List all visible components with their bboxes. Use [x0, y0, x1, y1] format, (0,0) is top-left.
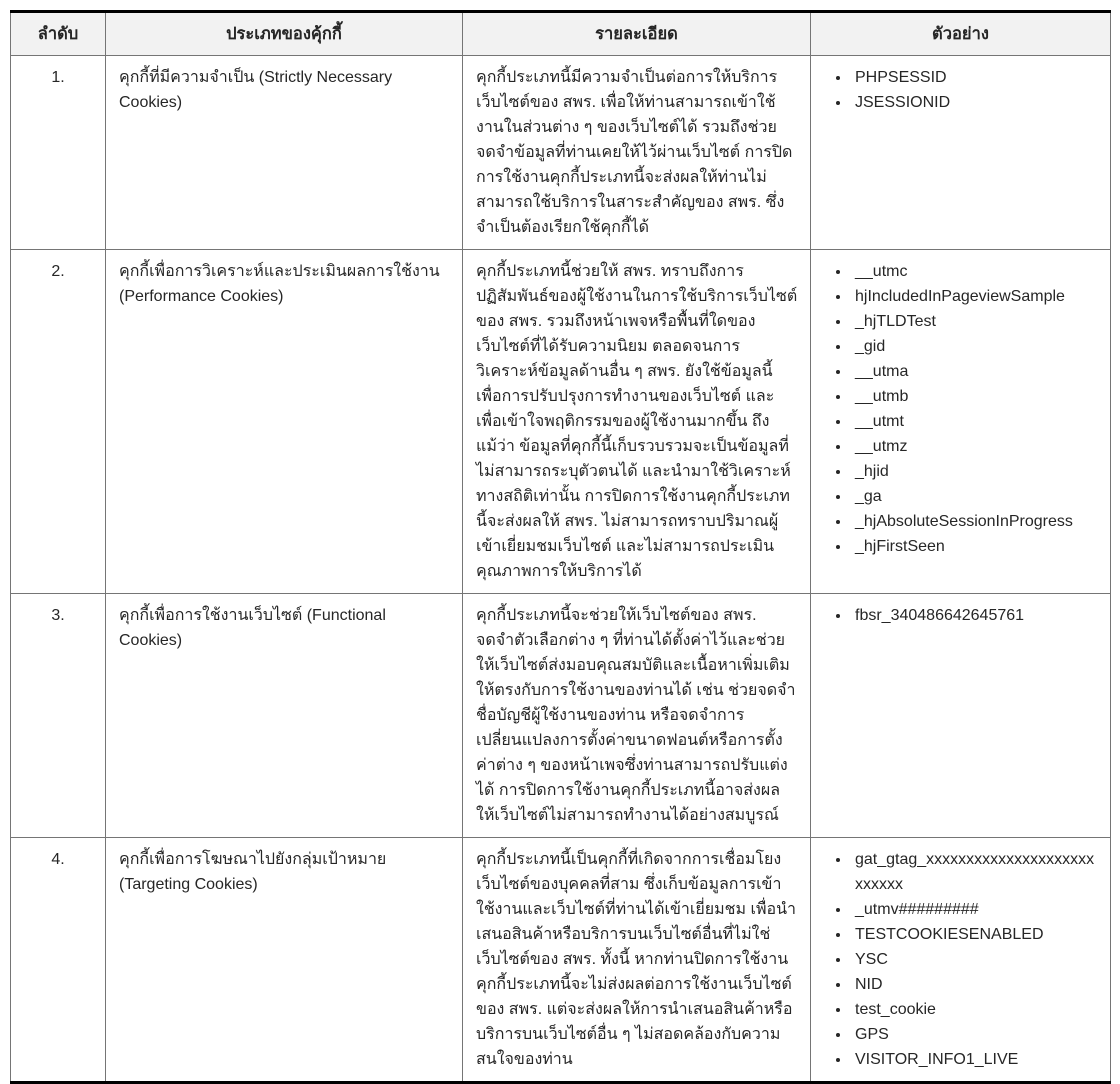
header-details: รายละเอียด	[463, 12, 811, 56]
example-item: • _hjFirstSeen	[851, 534, 1098, 559]
example-item: • TESTCOOKIESENABLED	[851, 922, 1098, 947]
example-item: • __utmc	[851, 259, 1098, 284]
example-item: • __utmz	[851, 434, 1098, 459]
row-number: 3.	[11, 594, 106, 838]
table-row-2	[11, 250, 1111, 594]
cookie-type-cell: คุกกี้เพื่อการวิเคราะห์และประเมินผลการใช้งาน (Performance Cookies)	[106, 250, 463, 594]
header-row	[11, 12, 1111, 56]
cookie-detail-cell: คุกกี้ประเภทนี้จะช่วยให้เว็บไซต์ของ สพร. จดจำตัวเลือกต่าง ๆ ที่ท่านได้ตั้งค่าไว้และช่วยให้เว็บไซต์ส่งมอบคุณสมบัติและเนื้อหาเพิ่มเติมให้ตรงกับการใช้งานของท่านได้ เช่น ช่วยจดจำชื่อบัญชีผู้ใช้งานของท่าน หรือจดจำการเปลี่ยนแปลงการตั้งค่าขนาดฟอนต์หรือการตั้งค่าต่าง ๆ ของหน้าเพจซึ่งท่านสามารถปรับแต่งได้ การปิดการใช้งานคุกกี้ประเภทนี้อาจส่งผลให้เว็บไซต์ไม่สามารถทำงานได้อย่างสมบูรณ์	[463, 594, 811, 838]
table-row-1	[11, 56, 1111, 250]
example-list	[851, 259, 1098, 559]
example-item: • __utmt	[851, 409, 1098, 434]
table-row-4	[11, 838, 1111, 1083]
example-item: • hjIncludedInPageviewSample	[851, 284, 1098, 309]
example-list	[851, 847, 1098, 1072]
example-item: • GPS	[851, 1022, 1098, 1047]
example-item: • VISITOR_INFO1_LIVE	[851, 1047, 1098, 1072]
example-item: • gat_gtag_xxxxxxxxxxxxxxxxxxxxxxxxxxx	[851, 847, 1098, 897]
example-item: • _ga	[851, 484, 1098, 509]
cookie-type-cell: คุกกี้ที่มีความจำเป็น (Strictly Necessary Cookies)	[106, 56, 463, 250]
example-item: • _hjTLDTest	[851, 309, 1098, 334]
example-item: • _utmv#########	[851, 897, 1098, 922]
header-examples: ตัวอย่าง	[811, 12, 1111, 56]
example-item: • __utma	[851, 359, 1098, 384]
example-item: • NID	[851, 972, 1098, 997]
cookie-detail-cell: คุกกี้ประเภทนี้ช่วยให้ สพร. ทราบถึงการปฏิสัมพันธ์ของผู้ใช้งานในการใช้บริการเว็บไซต์ของ สพร. รวมถึงหน้าเพจหรือพื้นที่ใดของเว็บไซต์ที่ได้รับความนิยม ตลอดจนการวิเคราะห์ข้อมูลด้านอื่น ๆ สพร. ยังใช้ข้อมูลนี้เพื่อการปรับปรุงการทำงานของเว็บไซต์ และเพื่อเข้าใจพฤติกรรมของผู้ใช้งานมากขึ้น ถึงแม้ว่า ข้อมูลที่คุกกี้นี้เก็บรวบรวมจะเป็นข้อมูลที่ไม่สามารถระบุตัวตนได้ และนำมาใช้วิเคราะห์ทางสถิติเท่านั้น การปิดการใช้งานคุกกี้ประเภทนี้จะส่งผลให้ สพร. ไม่สามารถทราบปริมาณผู้เข้าเยี่ยมชมเว็บไซต์ และไม่สามารถประเมินคุณภาพการให้บริการได้	[463, 250, 811, 594]
cookie-examples-cell	[811, 838, 1111, 1083]
cookie-type-cell: คุกกี้เพื่อการใช้งานเว็บไซต์ (Functional Cookies)	[106, 594, 463, 838]
example-list	[851, 603, 1098, 628]
example-item: • JSESSIONID	[851, 90, 1098, 115]
row-number: 1.	[11, 56, 106, 250]
cookie-examples-cell	[811, 56, 1111, 250]
example-item: • _gid	[851, 334, 1098, 359]
cookie-examples-cell	[811, 594, 1111, 838]
table-row-3	[11, 594, 1111, 838]
example-item: • _hjAbsoluteSessionInProgress	[851, 509, 1098, 534]
example-item: • __utmb	[851, 384, 1098, 409]
cookie-type-cell: คุกกี้เพื่อการโฆษณาไปยังกลุ่มเป้าหมาย (Targeting Cookies)	[106, 838, 463, 1083]
example-item: • _hjid	[851, 459, 1098, 484]
example-item: • PHPSESSID	[851, 65, 1098, 90]
example-list	[851, 65, 1098, 115]
header-order: ลำดับ	[11, 12, 106, 56]
example-item: • test_cookie	[851, 997, 1098, 1022]
header-cookie-type: ประเภทของคุ้กกี้	[106, 12, 463, 56]
example-item: • YSC	[851, 947, 1098, 972]
row-number: 2.	[11, 250, 106, 594]
cookie-types-table	[10, 10, 1111, 1084]
cookie-examples-cell	[811, 250, 1111, 594]
cookie-detail-cell: คุกกี้ประเภทนี้มีความจำเป็นต่อการให้บริการเว็บไซต์ของ สพร. เพื่อให้ท่านสามารถเข้าใช้งานในส่วนต่าง ๆ ของเว็บไซต์ได้ รวมถึงช่วยจดจำข้อมูลที่ท่านเคยให้ไว้ผ่านเว็บไซต์ การปิดการใช้งานคุกกี้ประเภทนี้จะส่งผลให้ท่านไม่สามารถใช้บริการในสาระสำคัญของ สพร. ซึ่งจำเป็นต้องเรียกใช้คุกกี้ได้	[463, 56, 811, 250]
row-number: 4.	[11, 838, 106, 1083]
cookie-detail-cell: คุกกี้ประเภทนี้เป็นคุกกี้ที่เกิดจากการเชื่อมโยงเว็บไซต์ของบุคคลที่สาม ซึ่งเก็บข้อมูลการเข้าใช้งานและเว็บไซต์ที่ท่านได้เข้าเยี่ยมชม เพื่อนำเสนอสินค้าหรือบริการบนเว็บไซต์อื่นที่ไม่ใช่เว็บไซต์ของ สพร. ทั้งนี้ หากท่านปิดการใช้งานคุกกี้ประเภทนี้จะไม่ส่งผลต่อการใช้งานเว็บไซต์ของ สพร. แต่จะส่งผลให้การนำเสนอสินค้าหรือบริการบนเว็บไซต์อื่น ๆ ไม่สอดคล้องกับความสนใจของท่าน	[463, 838, 811, 1083]
example-item: • fbsr_340486642645761	[851, 603, 1098, 628]
